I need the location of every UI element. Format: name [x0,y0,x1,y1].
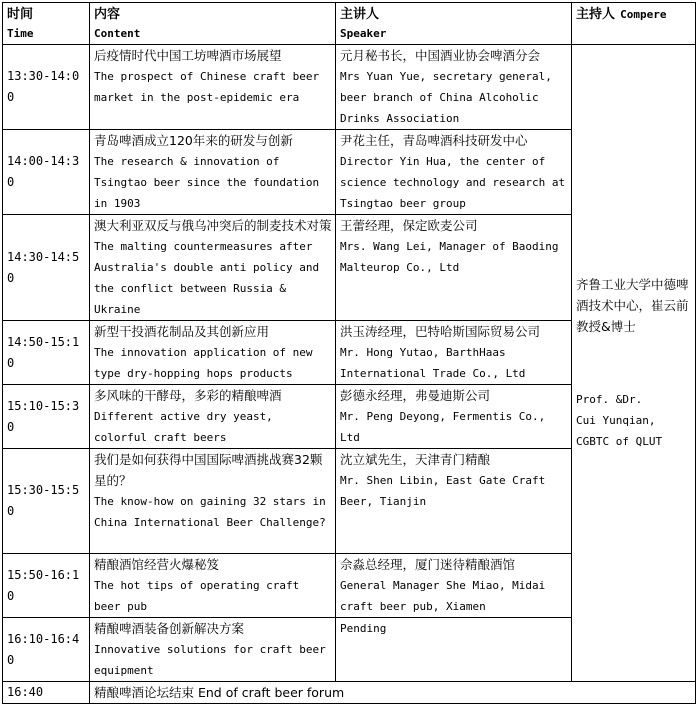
closing-text: 精酿啤酒论坛结束 End of craft beer forum [90,682,696,704]
closing-row [3,682,696,704]
compere-en-line1: Prof. &Dr. [576,393,643,406]
content-en: The malting countermeasures after Australia's double anti policy and the conflict between Russia & Ukraine [94,240,320,316]
speaker-en: Mrs Yuan Yue, secretary general, beer branch of China Alcoholic Drinks Association [340,70,552,125]
speaker-en: Mr. Shen Libin, East Gate Craft Beer, Tianjin [340,474,546,508]
row-speaker [336,618,572,682]
row-speaker [336,45,572,130]
row-time: 14:30-14:50 [3,215,90,321]
content-zh: 澳大利亚双反与俄乌冲突后的制麦技术对策 [94,218,332,233]
content-zh: 我们是如何获得中国国际啤酒挑战赛32颗星的？ [94,452,323,488]
row-content [90,215,336,321]
header-compere [572,3,696,45]
speaker-zh: 洪玉涛经理，巴特哈斯国际贸易公司 [340,324,541,339]
row-content [90,618,336,682]
row-content [90,385,336,449]
row-speaker [336,321,572,385]
header-speaker-zh: 主讲人 [340,7,380,22]
header-compere-en: Compere [620,8,667,21]
row-speaker [336,449,572,554]
speaker-en: Director Yin Hua, the center of science technology and research at Tsingtao beer group [340,155,566,210]
speaker-en: Mr. Hong Yutao, BarthHaas International Trade Co., Ltd [340,346,526,380]
speaker-zh: 元月秘书长，中国酒业协会啤酒分会 [340,48,541,63]
speaker-en: Pending [340,622,387,635]
speaker-zh: 沈立斌先生，天津青门精酿 [340,452,491,467]
row-content [90,554,336,618]
content-zh: 精酿啤酒装备创新解决方案 [94,621,245,636]
row-speaker [336,385,572,449]
header-content-en: Content [94,27,141,40]
row-content [90,449,336,554]
content-en: The prospect of Chinese craft beer market in the post-epidemic era [94,70,320,104]
schedule-table [2,2,696,704]
speaker-en: Mrs. Wang Lei, Manager of Baoding Malteurop Co., Ltd [340,240,559,274]
row-time: 16:10-16:40 [3,618,90,682]
content-en: The innovation application of new type dry-hopping hops products [94,346,313,380]
row-content [90,130,336,215]
row-content [90,321,336,385]
content-zh: 多风味的干酵母，多彩的精酿啤酒 [94,388,282,403]
compere-en-line3: CGBTC of QLUT [576,435,663,448]
content-zh: 青岛啤酒成立120年来的研发与创新 [94,133,293,148]
header-time [3,3,90,45]
compere-zh-line2: 教授&博士 [576,319,636,334]
compere-zh-line1: 齐鲁工业大学中德啤酒技术中心，崔云前 [576,277,689,313]
speaker-zh: 王蕾经理，保定欧麦公司 [340,218,478,233]
row-time: 14:50-15:10 [3,321,90,385]
content-en: The hot tips of operating craft beer pub [94,579,300,613]
compere-en-line2: Cui Yunqian, [576,414,656,427]
row-speaker [336,554,572,618]
row-speaker [336,215,572,321]
speaker-zh: 尹花主任，青岛啤酒科技研发中心 [340,133,528,148]
header-time-en: Time [7,27,34,40]
content-en: Different active dry yeast, colorful craft beers [94,410,273,444]
closing-time: 16:40 [3,682,90,704]
content-en: The know-how on gaining 32 stars in China International Beer Challenge? [94,495,326,529]
table-row [3,45,696,130]
row-time: 15:30-15:50 [3,449,90,554]
speaker-zh: 彭德永经理，弗曼迪斯公司 [340,388,491,403]
content-zh: 精酿酒馆经营火爆秘笈 [94,557,220,572]
header-speaker [336,3,572,45]
header-row [3,3,696,45]
compere-cell [572,45,696,682]
row-time: 15:10-15:30 [3,385,90,449]
header-compere-zh: 主持人 [576,7,616,22]
header-content-zh: 内容 [94,7,121,22]
content-en: Innovative solutions for craft beer equipment [94,643,326,677]
content-zh: 新型干投酒花制品及其创新应用 [94,324,270,339]
header-time-zh: 时间 [7,7,34,22]
speaker-en: Mr. Peng Deyong, Fermentis Co., Ltd [340,410,546,444]
row-speaker [336,130,572,215]
content-en: The research & innovation of Tsingtao beer since the foundation in 1903 [94,155,320,210]
row-time: 13:30-14:00 [3,45,90,130]
speaker-zh: 佘淼总经理，厦门迷待精酿酒馆 [340,557,516,572]
row-time: 14:00-14:30 [3,130,90,215]
row-content [90,45,336,130]
content-zh: 后疫情时代中国工坊啤酒市场展望 [94,48,282,63]
header-speaker-en: Speaker [340,27,387,40]
row-time: 15:50-16:10 [3,554,90,618]
speaker-en: General Manager She Miao, Midai craft beer pub, Xiamen [340,579,546,613]
header-content [90,3,336,45]
